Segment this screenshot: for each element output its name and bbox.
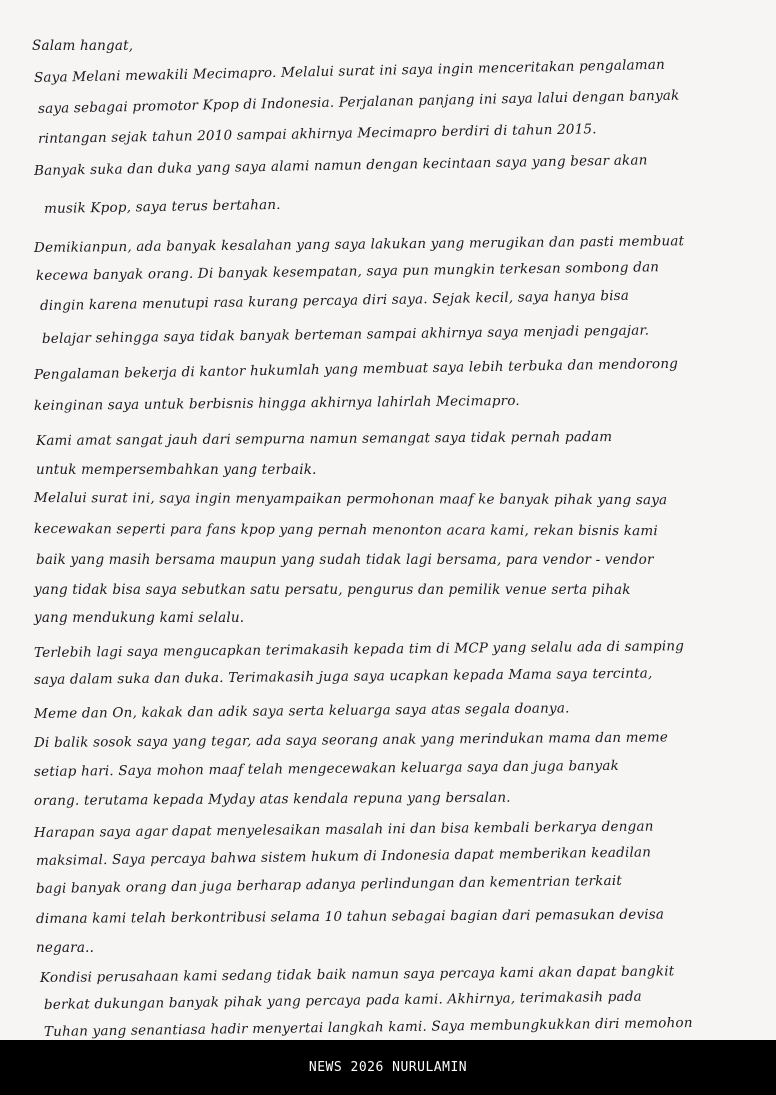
letter-line: Saya Melani mewakili Mecimapro. Melalui surat ini saya ingin menceritakan pengalaman	[33, 56, 666, 86]
letter-line: Melalui surat ini, saya ingin menyampaikan permohonan maaf ke banyak pihak yang saya	[33, 490, 668, 509]
letter-line: yang tidak bisa saya sebutkan satu persatu, pengurus dan pemilik venue serta pihak	[34, 582, 631, 598]
letter-line: baik yang masih bersama maupun yang sudah tidak lagi bersama, para vendor - vendor	[36, 552, 654, 568]
letter-line: orang. terutama kepada Myday atas kendala repuna yang bersalan.	[33, 789, 511, 809]
letter-line: Di balik sosok saya yang tegar, ada saya seorang anak yang merindukan mama dan meme	[33, 729, 669, 751]
letter-line: Meme dan On, kakak dan adik saya serta keluarga saya atas segala doanya.	[33, 700, 570, 722]
letter-line: dimana kami telah berkontribusi selama 10 tahun sebagai bagian dari pemasukan devisa	[35, 906, 665, 927]
letter-line: yang mendukung kami selalu.	[34, 610, 245, 626]
letter-line: musik Kpop, saya terus bertahan.	[43, 196, 281, 217]
letter-line: Pengalaman bekerja di kantor hukumlah yang membuat saya lebih terbuka dan mendorong	[33, 355, 679, 383]
letter-line: rintangan sejak tahun 2010 sampai akhirnya Mecimapro berdiri di tahun 2015.	[37, 121, 597, 147]
letter-line: Kami amat sangat jauh dari sempurna namun semangat saya tidak pernah padam	[35, 428, 613, 449]
letter-line: untuk mempersembahkan yang terbaik.	[36, 462, 317, 478]
letter-line: saya dalam suka dan duka. Terimakasih juga saya ucapkan kepada Mama saya tercinta,	[33, 665, 653, 688]
letter-line: negara..	[36, 940, 95, 956]
letter-line: Tuhan yang senantiasa hadir menyertai langkah kami. Saya membungkukkan diri memohon	[43, 1014, 693, 1040]
letter-line: Demikianpun, ada banyak kesalahan yang saya lakukan yang merugikan dan pasti membuat	[33, 233, 685, 256]
footer-credit-text: NEWS 2026 NURULAMIN	[308, 1060, 468, 1075]
letter-line: kecewakan seperti para fans kpop yang pernah menonton acara kami, rekan bisnis kami	[33, 521, 658, 540]
letter-line: maksimal. Saya percaya bahwa sistem hukum di Indonesia dapat memberikan keadilan	[35, 844, 652, 869]
letter-line: belajar sehingga saya tidak banyak berteman sampai akhirnya saya menjadi pengajar.	[41, 322, 650, 347]
letter-line: Banyak suka dan duka yang saya alami namun dengan kecintaan saya yang besar akan	[33, 152, 648, 179]
letter-line: kecewa banyak orang. Di banyak kesempatan, saya pun mungkin terkesan sombong dan	[35, 259, 660, 284]
letter-line: saya sebagai promotor Kpop di Indonesia. Perjalanan panjang ini saya lalui dengan banyak	[37, 87, 680, 117]
letter-line: bagi banyak orang dan juga berharap adanya perlindungan dan kementrian terkait	[35, 872, 623, 897]
letter-line: Harapan saya agar dapat menyelesaikan masalah ini dan bisa kembali berkarya dengan	[33, 818, 654, 841]
letter-greeting: Salam hangat,	[32, 38, 134, 54]
footer-credit-bar	[0, 1040, 776, 1095]
letter-line: setiap hari. Saya mohon maaf telah mengecewakan keluarga saya dan juga banyak	[33, 757, 620, 780]
letter-line: berkat dukungan banyak pihak yang percaya pada kami. Akhirnya, terimakasih pada	[43, 988, 642, 1013]
letter-line: Kondisi perusahaan kami sedang tidak baik namun saya percaya kami akan dapat bangkit	[39, 963, 675, 986]
letter-line: dingin karena menutupi rasa kurang percaya diri saya. Sejak kecil, saya hanya bisa	[39, 287, 630, 314]
letter-line: Terlebih lagi saya mengucapkan terimakasih kepada tim di MCP yang selalu ada di samping	[33, 638, 685, 661]
letter-line: keinginan saya untuk berbisnis hingga akhirnya lahirlah Mecimapro.	[33, 392, 520, 414]
